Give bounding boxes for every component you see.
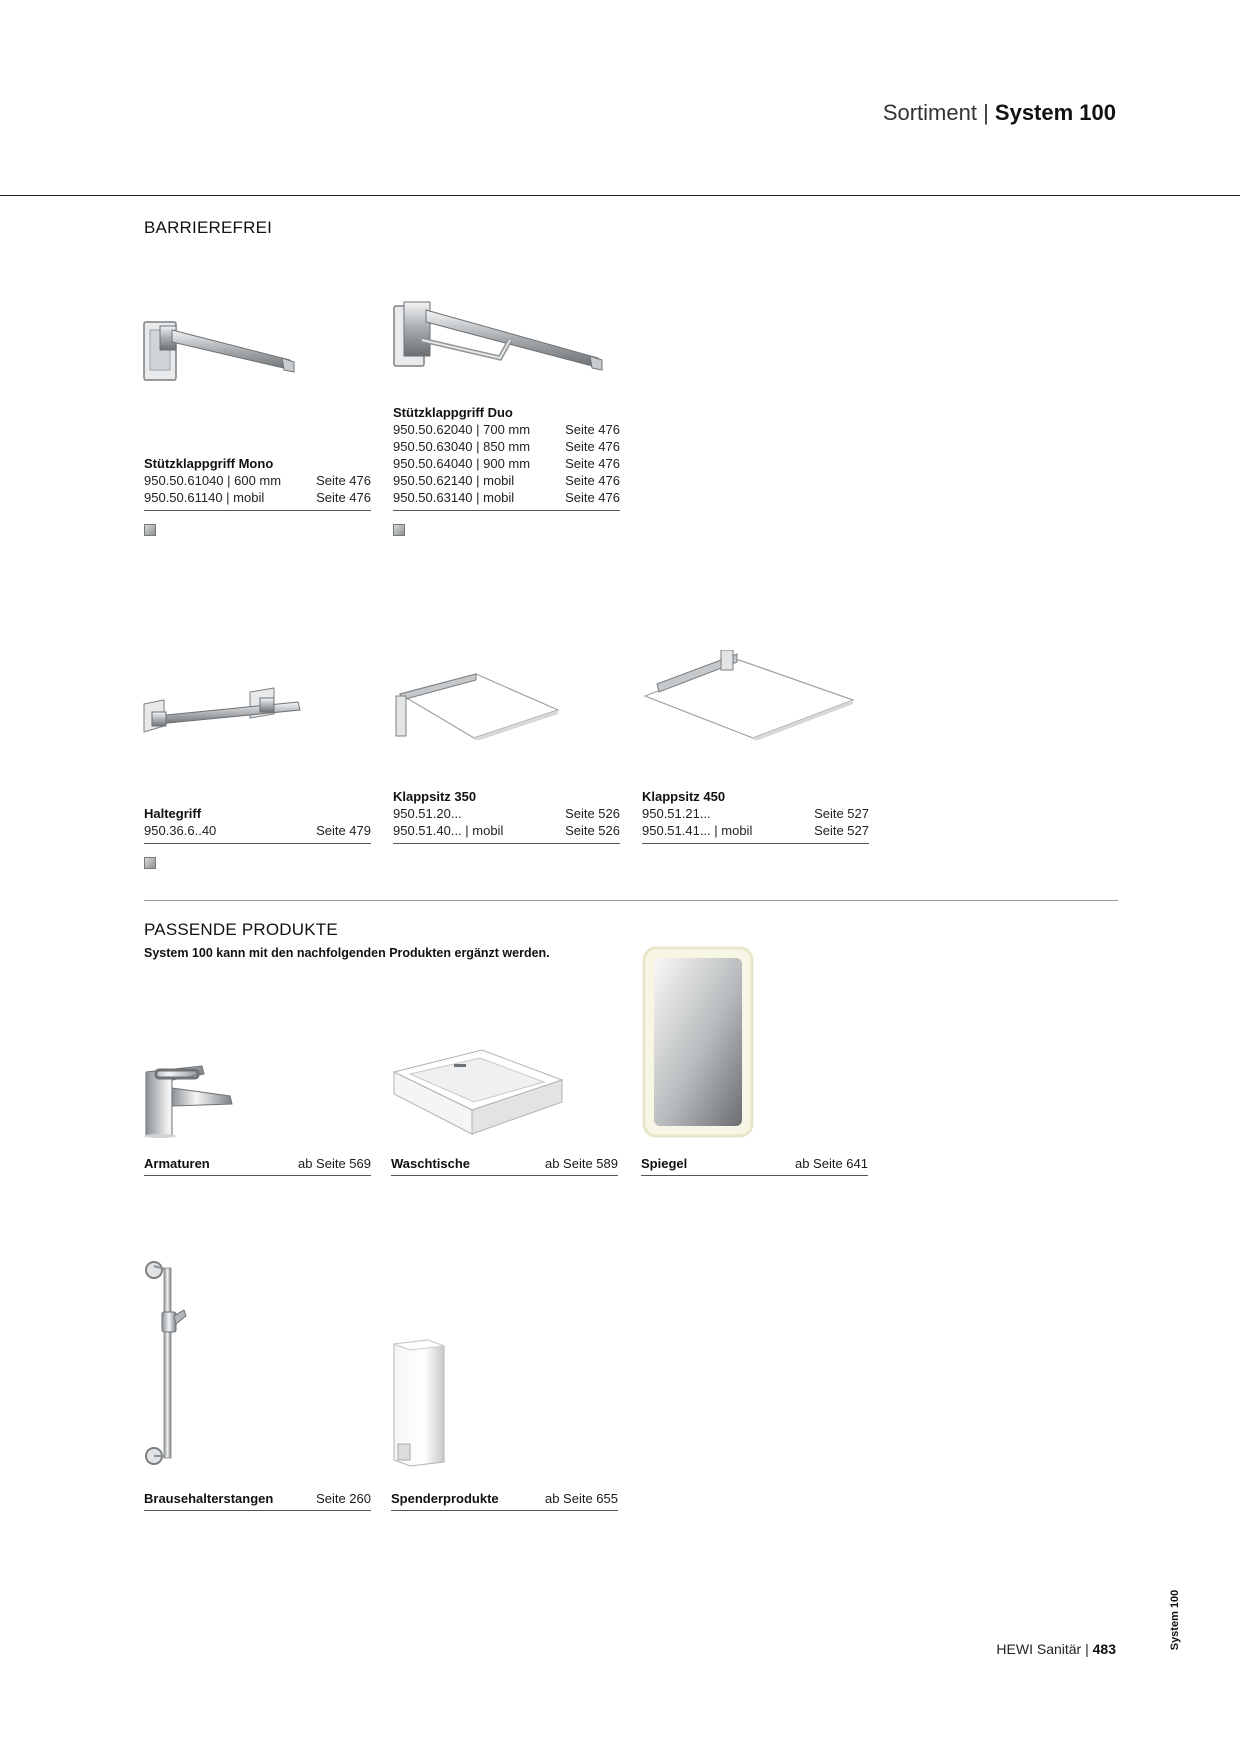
page-reference: Seite 476 [565,473,620,488]
product-row [393,455,620,472]
swatch-icon [393,524,405,536]
product-row [393,472,620,489]
article-number: 950.51.21... [642,806,711,821]
page-reference: ab Seite 641 [794,1156,868,1171]
related-waschtische [391,1156,618,1176]
product-rule [144,843,371,844]
product-row [144,822,371,839]
product-row [393,421,620,438]
related-row [641,1156,868,1171]
product-rule [393,843,620,844]
product-haltegriff [144,805,371,869]
page-reference: Seite 476 [565,456,620,471]
related-row [391,1491,618,1506]
page-reference: Seite 527 [814,823,869,838]
product-stuetzklappgriff-mono [144,455,371,536]
klappsitz-450-image [641,650,855,740]
section-divider [144,900,1118,901]
spenderprodukte-image [392,1338,448,1468]
related-spenderprodukte [391,1491,618,1511]
product-name: Klappsitz 350 [393,789,477,804]
related-rule [144,1175,371,1176]
section-heading-passende-produkte: PASSENDE PRODUKTE [144,920,338,939]
related-label: Spenderprodukte [391,1491,499,1506]
side-label-text: System 100 [1169,1589,1181,1651]
related-label: Armaturen [144,1156,210,1171]
header-rule [0,195,1240,196]
page-reference: Seite 526 [565,806,620,821]
waschtische-image [390,1046,566,1136]
related-label: Brausehalterstangen [144,1491,274,1506]
page-footer [996,1641,1116,1657]
product-stuetzklappgriff-duo [393,404,620,536]
product-row [393,805,620,822]
product-name: Klappsitz 450 [642,789,726,804]
article-number: 950.51.41... | mobil [642,823,753,838]
side-label [1166,1565,1184,1675]
page-reference: Seite 526 [565,823,620,838]
related-row [144,1156,371,1171]
article-number: 950.51.20... [393,806,462,821]
armaturen-image [142,1058,236,1138]
related-label: Waschtische [391,1156,470,1171]
stuetzklappgriff-duo-image [392,300,606,384]
article-number: 950.50.62040 | 700 mm [393,422,531,437]
section-heading-barrierefrei: BARRIEREFREI [144,218,273,237]
product-rule [642,843,869,844]
page-reference: Seite 476 [565,422,620,437]
swatch-icon [144,857,156,869]
stuetzklappgriff-mono-image [142,318,298,384]
article-number: 950.50.64040 | 900 mm [393,456,531,471]
product-row [393,489,620,506]
page-reference: Seite 479 [316,823,371,838]
related-spiegel [641,1156,868,1176]
page-reference: Seite 476 [565,490,620,505]
product-rule [393,510,620,511]
section-intro: System 100 kann mit den nachfolgenden Produkten ergänzt werden. [144,946,550,960]
article-number: 950.50.63040 | 850 mm [393,439,531,454]
product-row [642,805,869,822]
product-row [393,438,620,455]
page-reference: Seite 476 [316,473,371,488]
product-klappsitz-350 [393,788,620,844]
page-title-light: Sortiment | [882,100,995,125]
article-number: 950.50.63140 | mobil [393,490,515,505]
product-name: Haltegriff [144,806,202,821]
page-reference: Seite 260 [316,1491,371,1506]
page-title-bold: System 100 [994,100,1116,125]
spiegel-image [642,946,754,1138]
product-name: Stützklappgriff Mono [144,456,274,471]
page-number: 483 [1092,1641,1116,1657]
related-row [391,1156,618,1171]
haltegriff-image [142,686,302,740]
footer-brand: HEWI Sanitär | [996,1641,1093,1657]
product-row [144,472,371,489]
page-title [883,100,1116,126]
klappsitz-350-image [392,672,562,740]
related-rule [144,1510,371,1511]
page-reference: Seite 476 [565,439,620,454]
page-reference: ab Seite 655 [544,1491,618,1506]
related-row [144,1491,371,1506]
brausehalterstange-image [144,1256,190,1468]
article-number: 950.50.62140 | mobil [393,473,515,488]
related-rule [641,1175,868,1176]
related-label: Spiegel [641,1156,688,1171]
product-row [393,822,620,839]
article-number: 950.36.6..40 [144,823,217,838]
page-reference: ab Seite 569 [297,1156,371,1171]
page-reference: ab Seite 589 [544,1156,618,1171]
product-klappsitz-450 [642,788,869,844]
article-number: 950.51.40... | mobil [393,823,504,838]
related-brausehalterstangen [144,1491,371,1511]
product-name: Stützklappgriff Duo [393,405,513,420]
related-rule [391,1510,618,1511]
page-reference: Seite 527 [814,806,869,821]
swatch-icon [144,524,156,536]
page-reference: Seite 476 [316,490,371,505]
product-rule [144,510,371,511]
related-rule [391,1175,618,1176]
article-number: 950.50.61040 | 600 mm [144,473,282,488]
product-row [144,489,371,506]
article-number: 950.50.61140 | mobil [144,490,265,505]
related-armaturen [144,1156,371,1176]
product-row [642,822,869,839]
